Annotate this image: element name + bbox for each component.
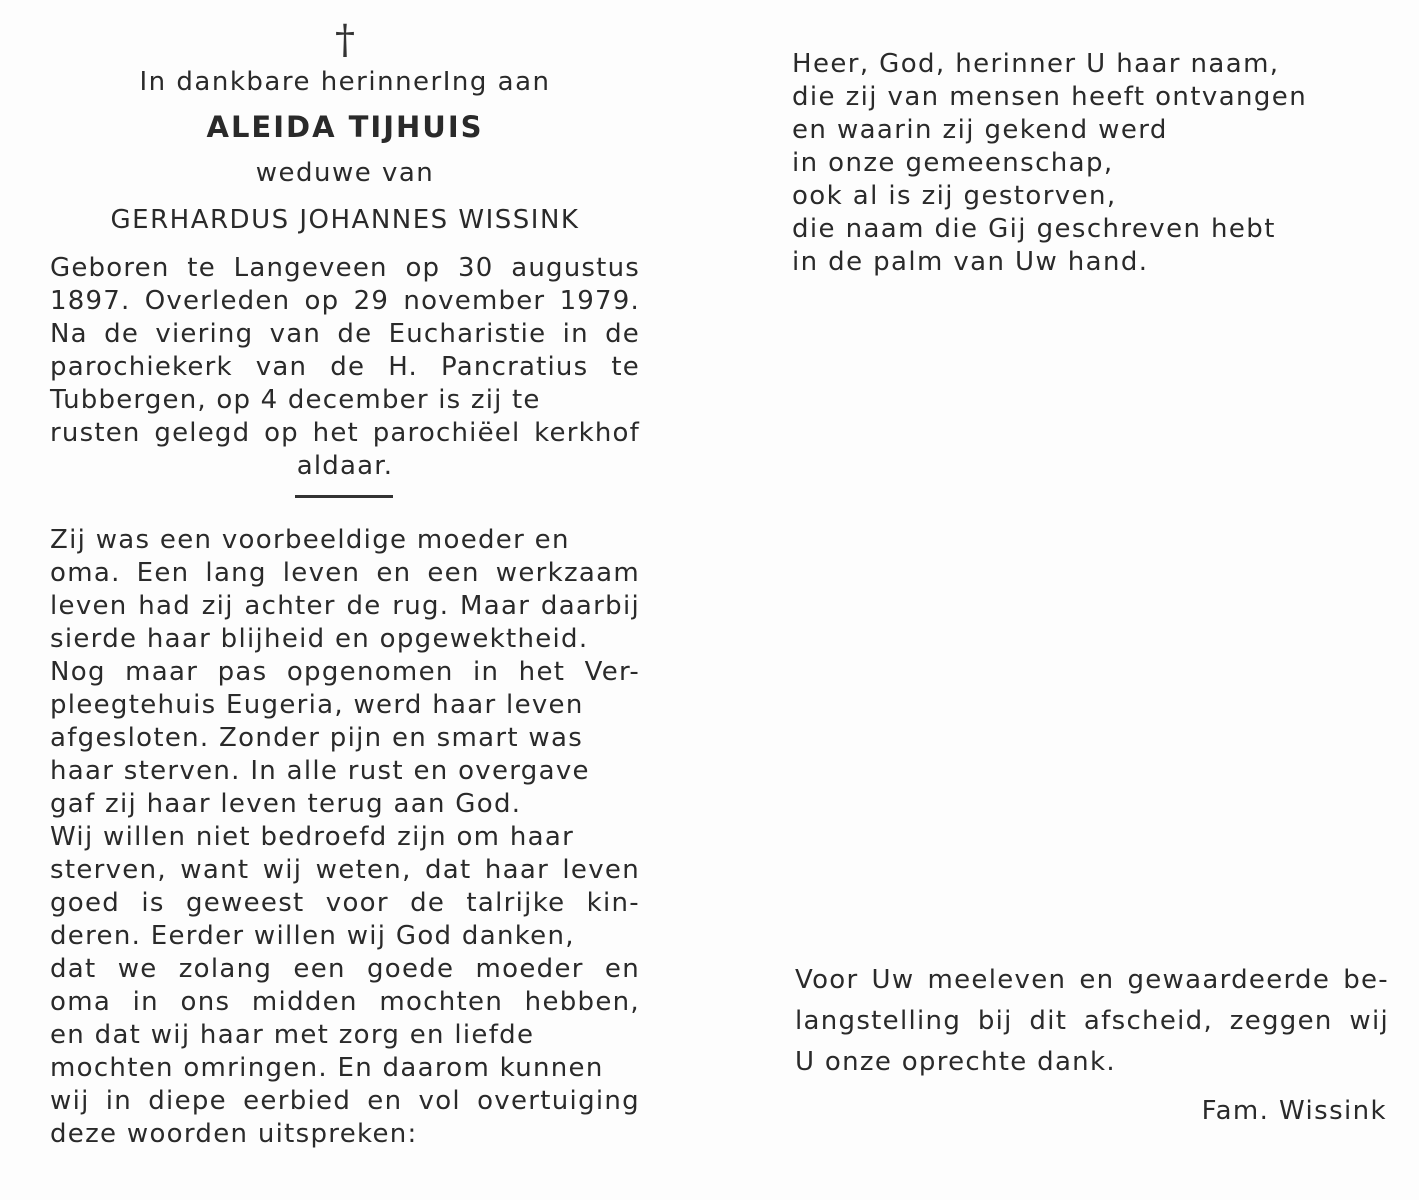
- tribute-line: afgesloten. Zonder pijn en smart was: [50, 723, 584, 753]
- tribute-line: haar sterven. In alle rust en overgave: [50, 756, 590, 786]
- thanks-line: langstelling bij dit afscheid, zeggen wij: [795, 1006, 1389, 1036]
- poem-line: die zij van mensen heeft ontvangen: [792, 82, 1308, 112]
- thanks-line: Voor Uw meeleven en gewaardeerde be-: [795, 965, 1389, 995]
- tribute-line: deren. Eerder willen wij God danken,: [50, 921, 575, 951]
- tribute-line: Zij was een voorbeeldige moeder en: [50, 525, 570, 555]
- thanks-note: [795, 960, 1389, 1083]
- deceased-name: ALEIDA TIJHUIS: [206, 110, 484, 144]
- tribute-line: sterven, want wij weten, dat haar leven: [50, 855, 640, 885]
- biography-line: Na de viering van de Eucharistie in de: [50, 319, 640, 349]
- tribute-line: sierde haar blijheid en opgewektheid.: [50, 624, 589, 654]
- tribute-line: goed is geweest voor de talrijke kin-: [50, 888, 640, 918]
- tribute-line: en dat wij haar met zorg en liefde: [50, 1020, 535, 1050]
- tribute-line: wij in diepe eerbied en vol overtuiging: [50, 1086, 640, 1116]
- biography-line: aldaar.: [296, 451, 394, 481]
- biography-line: Geboren te Langeveen op 30 augustus: [50, 253, 640, 283]
- thanks-line: U onze oprechte dank.: [795, 1047, 1116, 1077]
- tribute: [50, 524, 640, 1151]
- poem-line: in onze gemeenschap,: [792, 148, 1114, 178]
- tribute-line: mochten omringen. En daarom kunnen: [50, 1053, 604, 1083]
- poem-line: Heer, God, herinner U haar naam,: [792, 49, 1280, 79]
- poem-line: in de palm van Uw hand.: [792, 247, 1149, 277]
- tribute-line: pleegtehuis Eugeria, werd haar leven: [50, 690, 584, 720]
- tribute-line: leven had zij achter de rug. Maar daarbij: [50, 591, 640, 621]
- tribute-line: Nog maar pas opgenomen in het Ver-: [50, 657, 640, 687]
- tribute-line: gaf zij haar leven terug aan God.: [50, 789, 522, 819]
- biography-line: parochiekerk van de H. Pancratius te: [50, 352, 640, 382]
- intro-text: In dankbare herinnerIng aan: [139, 67, 551, 97]
- tribute-line: dat we zolang een goede moeder en: [50, 954, 640, 984]
- biography-line: rusten gelegd op het parochiëel kerkhof: [50, 418, 640, 448]
- tribute-line: oma in ons midden mochten hebben,: [50, 987, 640, 1017]
- tribute-line: deze woorden uitspreken:: [50, 1119, 418, 1149]
- poem-line: ook al is zij gestorven,: [792, 181, 1117, 211]
- left-panel: [50, 18, 650, 1151]
- divider-rule: [295, 495, 393, 498]
- poem: [792, 48, 1392, 279]
- tribute-line: Wij willen niet bedroefd zijn om haar: [50, 822, 575, 852]
- biography-line: 1897. Overleden op 29 november 1979.: [50, 286, 640, 316]
- biography: [50, 252, 640, 483]
- cross-icon: †: [335, 17, 355, 63]
- biography-line: Tubbergen, op 4 december is zij te: [50, 385, 541, 415]
- tribute-line: oma. Een lang leven en een werkzaam: [50, 558, 640, 588]
- widow-of-text: weduwe van: [255, 158, 435, 188]
- family-signature: Fam. Wissink: [1201, 1096, 1387, 1126]
- poem-line: en waarin zij gekend werd: [792, 115, 1168, 145]
- poem-line: die naam die Gij geschreven hebt: [792, 214, 1276, 244]
- husband-name: GERHARDUS JOHANNES WISSINK: [110, 205, 580, 235]
